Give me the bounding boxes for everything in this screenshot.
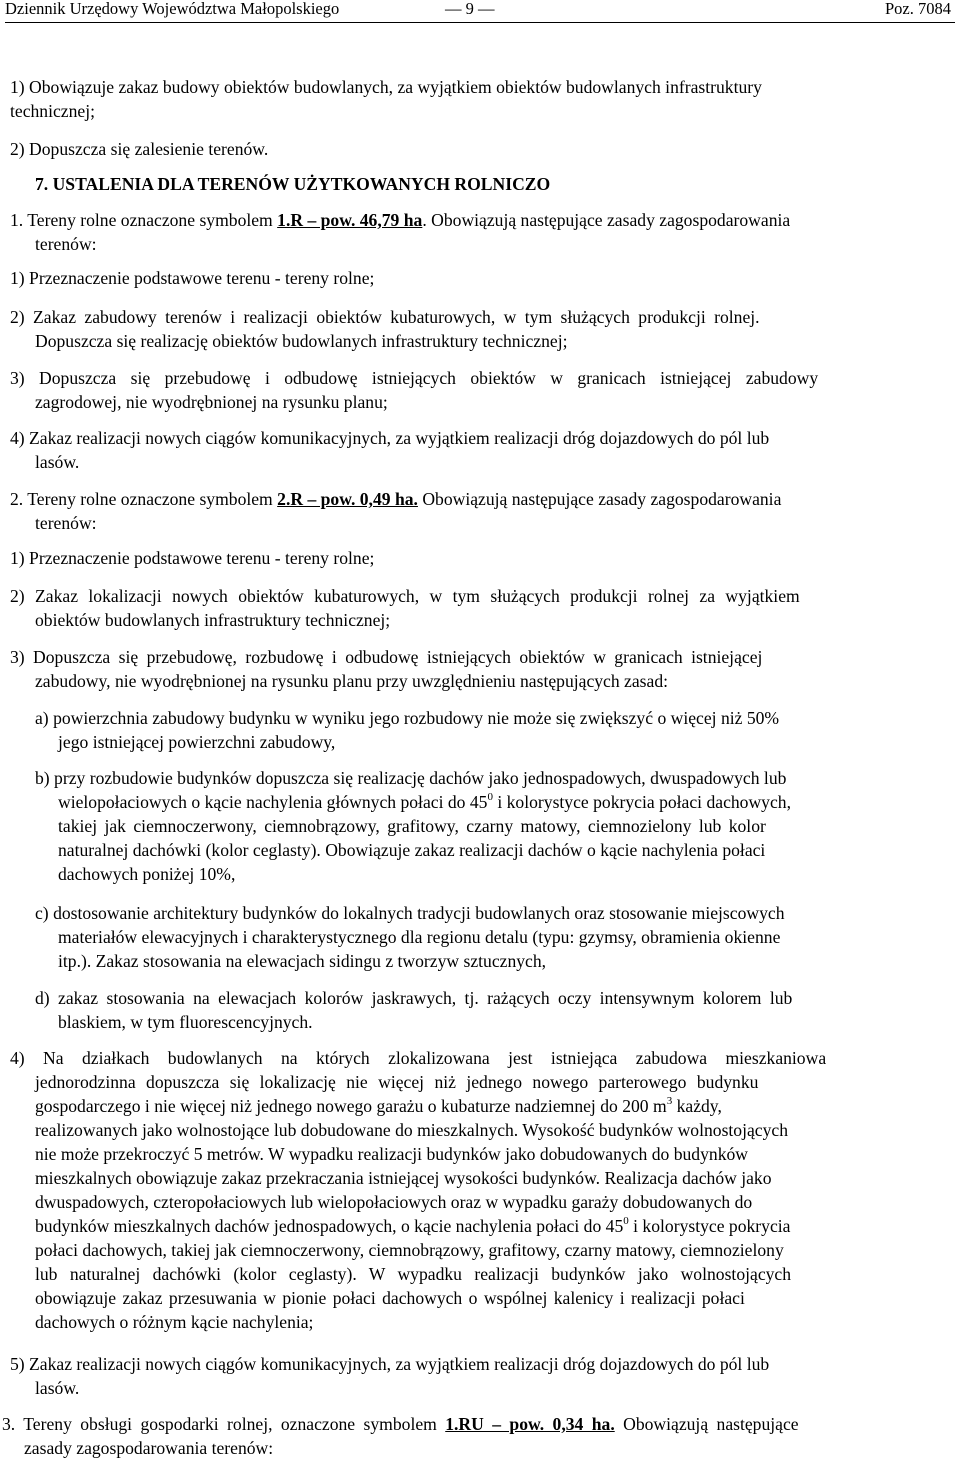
line: dwuspadowych, czteropołaciowych lub wielopołaciowych oraz w wypadku garaży dobudowanych do [35,1192,753,1212]
p2-suffix: Obowiązują następujące zasady zagospodarowania [417,489,782,509]
line: naturalnej dachówki (kolor ceglasty). Obowiązuje zakaz realizacji dachów o kącie nachylenia połaci [58,840,766,860]
line: lasów. [35,1378,80,1398]
symbol-2R: 2.R – pow. 0,49 ha. [277,489,418,509]
line: zabudowy, nie wyodrębnionej na rysunku planu przy uwzględnieniu następujących zasad: [35,671,669,691]
page-number: — 9 — [445,0,495,18]
p2-sub-b [35,766,955,886]
s6-item-1 [10,75,955,123]
line: blaskiem, w tym fluorescencyjnych. [58,1012,313,1032]
line: nie może przekroczyć 5 metrów. W wypadku realizacji budynków jako dobudowanych do budynków [35,1144,748,1164]
p1-prefix: 1. Tereny rolne oznaczone symbolem [10,210,278,230]
position-number: Poz. 7084 [885,0,951,18]
p2-item-2 [10,584,955,632]
journal-title: Dziennik Urzędowy Województwa Małopolskiego [5,0,340,18]
superscript-degree: 0 [487,791,493,803]
p3-suffix: Obowiązują następujące [614,1414,799,1434]
line: wielopołaciowych o kącie nachylenia głównych połaci do 45 [58,792,488,812]
line: 5) Zakaz realizacji nowych ciągów komunikacyjnych, za wyjątkiem realizacji dróg dojazdowych do pól lub [10,1354,770,1374]
line: itp.). Zakaz stosowania na elewacjach sidingu z tworzyw sztucznych, [58,951,547,971]
line: realizowanych jako wolnostojące lub dobudowane do mieszkalnych. Wysokość budynków wolnostojących [35,1120,789,1140]
p2-prefix: 2. Tereny rolne oznaczone symbolem [10,489,278,509]
paragraph-2 [10,487,955,535]
superscript-cubic: 3 [666,1095,673,1107]
line: 3) Dopuszcza się przebudowę i odbudowę istniejących obiektów w granicach istniejącej zabudowy [10,368,819,388]
line: obiektów budowlanych infrastruktury technicznej; [35,610,391,630]
p2-item-1 [10,546,955,570]
line: Dopuszcza się realizację obiektów budowlanych infrastruktury technicznej; [35,331,568,351]
line: połaci dachowych, takiej jak ciemnoczerwony, ciemnobrązowy, grafitowy, czarny matowy, ciemnozielony [35,1240,784,1260]
p2-item-3 [10,645,955,693]
line: 2) Zakaz lokalizacji nowych obiektów kubaturowych, w tym służących produkcji rolnej za wyjątkiem [10,586,800,606]
line: jego istniejącej powierzchni zabudowy, [58,732,336,752]
p1-item-3 [10,366,955,414]
symbol-1R: 1.R – pow. 46,79 ha [277,210,423,230]
p2-item-4 [10,1046,955,1334]
line: c) dostosowanie architektury budynków do lokalnych tradycji budowlanych oraz stosowanie miejscowych [35,903,785,923]
superscript-degree-2: 0 [623,1215,629,1227]
p1-item-2 [10,305,955,353]
paragraph-3 [2,1412,955,1460]
p1-item-4 [10,426,955,474]
line: takiej jak ciemnoczerwony, ciemnobrązowy, grafitowy, czarny matowy, ciemnozielony lub kolor [58,816,766,836]
p3-cont: zasady zagospodarowania terenów: [24,1438,274,1458]
line: 1) Przeznaczenie podstawowe terenu - tereny rolne; [10,548,375,568]
line: 2) Dopuszcza się zalesienie terenów. [10,139,269,159]
line: zagrodowej, nie wyodrębnionej na rysunku planu; [35,392,388,412]
line: 4) Zakaz realizacji nowych ciągów komunikacyjnych, za wyjątkiem realizacji dróg dojazdowych do pól lub [10,428,770,448]
line: 4) Na działkach budowlanych na których zlokalizowana jest istniejąca zabudowa mieszkaniowa [10,1048,827,1068]
line: każdy, [672,1096,722,1116]
line: 1) Obowiązuje zakaz budowy obiektów budowlanych, za wyjątkiem obiektów budowlanych infrastruktury [10,77,762,97]
line: technicznej; [10,101,95,121]
line: dachowych o różnym kącie nachylenia; [35,1312,314,1332]
s6-item-2 [10,137,955,161]
line: materiałów elewacyjnych i charakterystycznego dla regionu detalu (typu: gzymsy, obramienia okienne [58,927,781,947]
paragraph-1 [10,208,955,256]
p2-item-5 [10,1352,955,1400]
line: 2) Zakaz zabudowy terenów i realizacji obiektów kubaturowych, w tym służących produkcji rolnej. [10,307,760,327]
line: jednorodzinna dopuszcza się lokalizację nie więcej niż jednego nowego parterowego budynku [35,1072,759,1092]
line: a) powierzchnia zabudowy budynku w wyniku jego rozbudowy nie może się zwiększyć o więcej niż 50% [35,708,780,728]
p2-sub-d [35,986,955,1034]
line: lasów. [35,452,80,472]
p1-item-1 [10,266,955,290]
line: b) przy rozbudowie budynków dopuszcza się realizację dachów jako jednospadowych, dwuspadowych lub [35,768,787,788]
line: mieszkalnych obowiązuje zakaz przekraczania istniejącej wysokości budynków. Realizacja dachów jako [35,1168,772,1188]
section-7-heading: 7. USTALENIA DLA TERENÓW UŻYTKOWANYCH ROLNICZO [35,174,551,194]
line: dachowych poniżej 10%, [58,864,236,884]
line: lub naturalnej dachówki (kolor ceglasty). W wypadku realizacji budynków jako wolnostojących [35,1264,792,1284]
p1-cont: terenów: [35,234,97,254]
page-header [5,0,955,23]
line: i kolorystyce pokrycia połaci dachowych, [492,792,791,812]
p2-sub-a [35,706,955,754]
line: budynków mieszkalnych dachów jednospadowych, o kącie nachylenia połaci do 45 [35,1216,624,1236]
p1-suffix: . Obowiązują następujące zasady zagospodarowania [422,210,791,230]
symbol-1RU: 1.RU – pow. 0,34 ha. [445,1414,615,1434]
line: 1) Przeznaczenie podstawowe terenu - tereny rolne; [10,268,375,288]
line: d) zakaz stosowania na elewacjach kolorów jaskrawych, tj. rażących oczy intensywnym kolorem lub [35,988,793,1008]
p3-prefix: 3. Tereny obsługi gospodarki rolnej, oznaczone symbolem [2,1414,446,1434]
line: i kolorystyce pokrycia [628,1216,791,1236]
line: gospodarczego i nie więcej niż jednego nowego garażu o kubaturze nadziemnej do 200 m [35,1096,667,1116]
line: 3) Dopuszcza się przebudowę, rozbudowę i odbudowę istniejących obiektów w granicach istniejącej [10,647,763,667]
p2-cont: terenów: [35,513,97,533]
line: obowiązuje zakaz przesuwania w pionie połaci dachowych o wspólnej kalenicy i realizacji połaci [35,1288,745,1308]
p2-sub-c [35,901,955,973]
